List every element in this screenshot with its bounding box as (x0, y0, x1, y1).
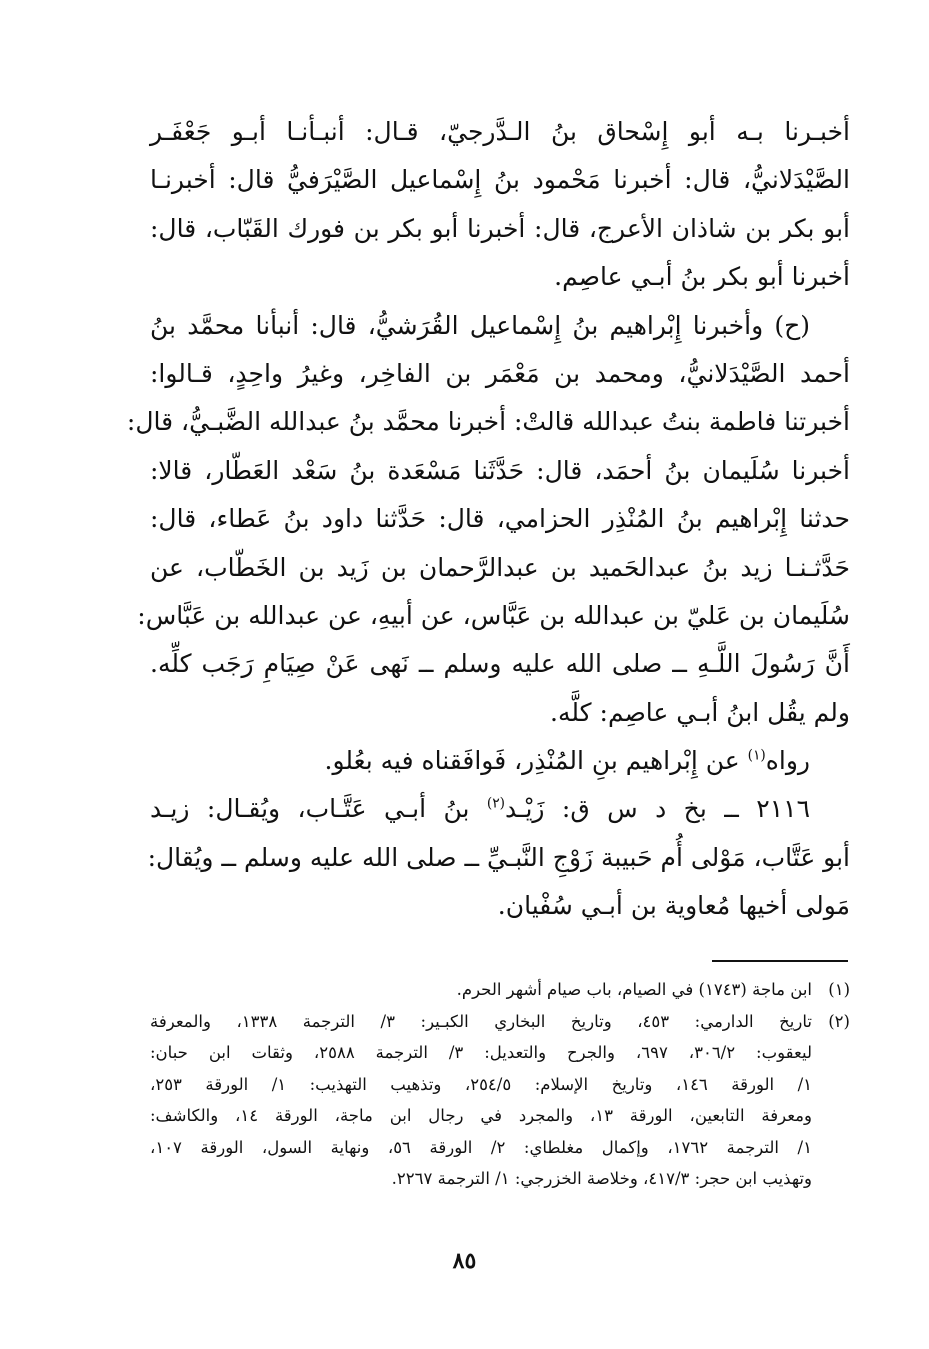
page-number: ٨٥ (452, 1248, 477, 1274)
text-line: حَدَّثـنـا زيد بنُ عبدالحَميد بن عبدالرَّحمان بن زَيد بن الخَطّاب، عن (150, 552, 850, 582)
footnote-text-line: ١/ الترجمة ١٧٦٢، وإكمال مغلطاي: ٢/ الورقة ٥٦، ونهاية السول، الورقة ١٠٧، (150, 1137, 812, 1157)
entry-heading-line (150, 785, 850, 833)
narration-text: عن إِبْراهيم بنِ المُنْذِر، فَوافَقناه فيه بعُلو. (324, 746, 748, 776)
main-text-block (126, 108, 850, 931)
text-line: أخبرتنا فاطمة بنتُ عبدالله قالتْ: أخبرنا محمَّد بنُ عبدالله الضَّبـيُّ، قال: (126, 407, 850, 437)
text-line: حدثنا إِبْراهيم بنُ المُنْذِر الحزامي، قال: حَدَّثنا داود بنُ عَطاء، قال: (150, 504, 850, 534)
entry-text-line: مَولى أخيها مُعاوية بن أبـي سُفْيان. (497, 891, 850, 921)
text-line: الصَّيْدَلانيُّ، قال: أخبرنا مَحْمود بنُ إِسْماعيل الصَّيْرَفيُّ قال: أخبرنـا (150, 165, 850, 195)
hadith-text-line: أَنَّ رَسُولَ اللَّـهِ ــ صلى الله عليه وسلم ــ نَهى عَنْ صِيَامِ رَجَب كلِّه. (150, 649, 850, 679)
footnote-text: ابن ماجة (١٧٤٣) في الصيام، باب صيام أشهر الحرم. (456, 980, 812, 999)
text-line: أخبـرنا بـه أبو إِسْحاق بنُ الـدَّرجيّ، قـال: أنبـأنـا أبـو جَعْفَـر (150, 117, 850, 146)
text-line: أخبرنا أبو بكر بنُ أبـي عاصِم. (554, 262, 850, 292)
entry-text-line: أبو عَتَّاب، مَوْلى أُم حَبيبة زَوْجِ النَّبـيِّ ــ صلى الله عليه وسلم ــ ويُقال: (147, 842, 850, 872)
footnote-text-line: ليعقوب: ٣٠٦/٢، ٦٩٧، والجرح والتعديل: ٣/ الترجمة ٢٥٨٨، وثقات ابن حبان: (150, 1043, 812, 1062)
footnote-ref-2: (٢) (486, 796, 506, 813)
narration-line (150, 737, 850, 785)
narration-text: رواه (765, 746, 810, 776)
entry-heading-text: بنُ أبـي عَتَّـاب، ويُقـال: زيـد (150, 794, 487, 824)
footnote-1 (150, 974, 850, 1006)
text-line: أبو بكر بن شاذان الأعرج، قال: أخبرنا أبو بكر بن فورك القَبّاب، قال: (150, 213, 850, 243)
text-line: سُلَيمان بن عَليّ بن عبدالله بن عَبَّاس، عن أبيهِ، عن عبدالله بن عَبَّاس: (137, 600, 850, 630)
footnotes-block (150, 974, 850, 1195)
footnote-2 (150, 1006, 850, 1038)
text-line: ولم يقُل ابنُ أبـي عاصِم: كلَّه. (550, 697, 850, 727)
text-line: أحمد الصَّيْدَلانيُّ، ومحمد بن مَعْمَر بن الفاخِر، وغيرُ واحِدٍ، قـالوا: (150, 358, 850, 388)
entry-heading-text: ٢١١٦ ــ بخ د س ق: زَيْـد (505, 794, 811, 824)
footnote-text-line: ١/ الورقة ١٤٦، وتاريخ الإسلام: ٢٥٤/٥، وتذهيب التهذيب: ١/ الورقة ٢٥٣، (150, 1074, 813, 1094)
text-line: (ح) وأخبرنا إِبْراهيم بنُ إِسْماعيل القُرَشيُّ، قال: أنبأنا محمَّد بنُ (150, 310, 810, 340)
footnote-number: (١) (828, 980, 850, 999)
footnote-number: (٢) (828, 1011, 850, 1031)
footnote-text-line: ومعرفة التابعين، الورقة ١٣، والمجرد في رجال ابن ماجة، الورقة ١٤، والكاشف: (150, 1106, 812, 1125)
text-line: أخبرنا سُلَيمان بنُ أحمَد، قال: حَدَّثَنا مَسْعَدة بنُ سَعْد العَطّار، قالا: (150, 455, 850, 485)
footnote-text: تاريخ الدارمي: ٤٥٣، وتاريخ البخاري الكبـير: ٣/ الترجمة ١٣٣٨، والمعرفة (150, 1011, 812, 1031)
footnote-ref-1: (١) (747, 747, 766, 764)
footnote-text-line: وتهذيب ابن حجر: ٤١٧/٣، وخلاصة الخزرجي: ١/ الترجمة ٢٢٦٧. (391, 1169, 812, 1188)
footnote-separator (712, 960, 848, 962)
